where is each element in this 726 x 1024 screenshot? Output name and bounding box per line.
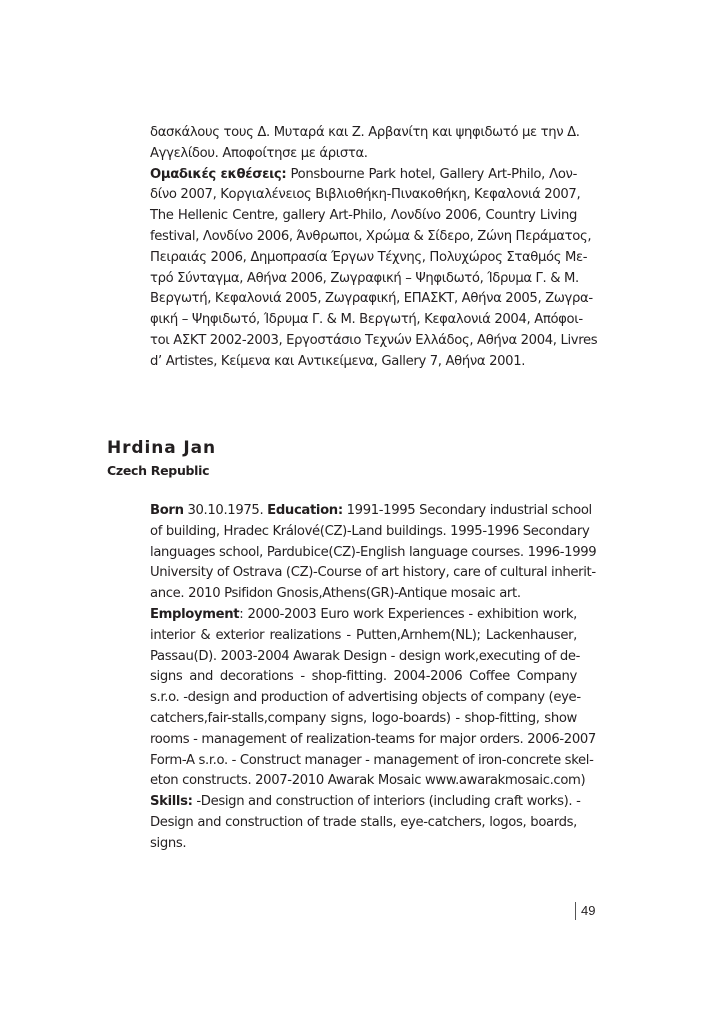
field-text: τοι ΑΣΚΤ 2002-2003, Εργοστάσιο Τεχνών Ελλάδος, Αθήνα 2004, Livres [150, 332, 598, 348]
text-line [150, 522, 590, 543]
text-line [150, 206, 577, 227]
text-line [150, 667, 577, 688]
text-line [150, 688, 581, 709]
text-line [150, 771, 586, 792]
field-text: δασκάλους τους Δ. Μυταρά και Ζ. Αρβανίτη και ψηφιδωτό με την Δ. [150, 125, 580, 140]
text-line [150, 269, 577, 290]
text-line [150, 289, 593, 310]
field-text: of building, Hradec Králové(CZ)-Land buildings. 1995-1996 Secondary [150, 523, 590, 539]
text-line [150, 501, 592, 522]
field-text: s.r.o. -design and production of advertising objects of company (eye- [150, 690, 581, 706]
text-line [150, 352, 577, 373]
field-text: festival, Λονδίνο 2006, Άνθρωποι, Χρώμα & Σίδερο, Ζώνη Περάματος, [150, 228, 592, 244]
field-text: τρό Σύνταγμα, Αθήνα 2006, Ζωγραφική – Ψηφιδωτό, Ίδρυμα Γ. & Μ. [150, 270, 579, 286]
field-text: φική – Ψηφιδωτό, Ίδρυμα Γ. & Μ. Βεργωτή, Κεφαλονιά 2004, Απόφοι- [150, 312, 583, 328]
field-text: d’ Artistes, Κείμενα και Αντικείμενα, Gallery 7, Αθήνα 2001. [150, 353, 526, 369]
previous-entry-text [150, 123, 598, 373]
text-line [150, 834, 577, 855]
text-line [150, 709, 577, 730]
text-line [150, 792, 581, 813]
field-text: catchers,fair-stalls,company signs, logo-boards) - shop-fitting, show [150, 710, 577, 726]
field-text: interior & exterior realizations - Putten,Arnhem(NL); Lackenhauser, [150, 627, 577, 643]
text-line [150, 227, 592, 248]
text-line [150, 813, 577, 834]
text-line [150, 647, 581, 668]
artist-country: Czech Republic [107, 463, 210, 478]
field-text: Form-A s.r.o. - Construct manager - management of iron-concrete skel- [150, 752, 594, 768]
text-line [150, 123, 580, 144]
field-text: Passau(D). 2003-2004 Awarak Design - design work,executing of de- [150, 648, 581, 664]
field-text: Βεργωτή, Κεφαλονιά 2005, Ζωγραφική, ΕΠΑΣΚΤ, Αθήνα 2005, Ζωγρα- [150, 291, 593, 307]
field-text: signs. [150, 835, 187, 851]
text-line [150, 185, 581, 206]
field-text: : 2000-2003 Euro work Experiences - exhibition work, [239, 606, 577, 622]
field-text: -Design and construction of interiors (including craft works). - [192, 794, 581, 810]
text-line [150, 626, 577, 647]
text-line [150, 165, 577, 186]
text-line [150, 310, 583, 331]
text-line [150, 248, 588, 269]
field-label: Education: [267, 503, 343, 518]
field-text: 30.10.1975. [183, 503, 268, 518]
artist-biography [150, 501, 597, 855]
text-line [150, 543, 597, 564]
field-label: Skills: [150, 794, 193, 810]
text-line [150, 605, 577, 626]
field-text: 1991-1995 Secondary industrial school [342, 503, 592, 518]
text-line [150, 584, 577, 605]
field-text: University of Ostrava (CZ)-Course of art history, care of cultural inherit- [150, 565, 596, 581]
text-line [150, 144, 577, 165]
field-text: rooms - management of realization-teams for major orders. 2006-2007 [150, 731, 596, 747]
field-text: Design and construction of trade stalls, eye-catchers, logos, boards, [150, 814, 577, 830]
field-label: Ομαδικές εκθέσεις: [150, 166, 287, 182]
text-line [150, 331, 598, 352]
field-text: Πειραιάς 2006, Δημοπρασία Έργων Τέχνης, Πολυχώρος Σταθμός Με- [150, 249, 588, 265]
field-text: eton constructs. 2007-2010 Awarak Mosaic www.awarakmosaic.com) [150, 773, 586, 789]
field-text: Αγγελίδου. Αποφοίτησε με άριστα. [150, 145, 368, 161]
text-line [150, 563, 596, 584]
field-text: δίνο 2007, Κοργιαλένειος Βιβλιοθήκη-Πινακοθήκη, Κεφαλονιά 2007, [150, 187, 581, 203]
field-text: signs and decorations - shop-fitting. 2004-2006 Coffee Company [150, 669, 577, 685]
field-text: The Hellenic Centre, gallery Art-Philo, Λονδίνο 2006, Country Living [150, 208, 577, 224]
field-text: languages school, Pardubice(CZ)-English language courses. 1996-1999 [150, 544, 597, 560]
field-text: ance. 2010 Psifidon Gnosis,Athens(GR)-Antique mosaic art. [150, 586, 521, 602]
text-line [150, 730, 596, 751]
page-number: 49 [575, 902, 595, 920]
field-label: Born [150, 503, 184, 518]
text-line [150, 751, 594, 772]
artist-name: Hrdina Jan [107, 438, 216, 458]
field-label: Employment [150, 606, 240, 622]
field-text: Ponsbourne Park hotel, Gallery Art-Philo, Λον- [286, 166, 577, 182]
